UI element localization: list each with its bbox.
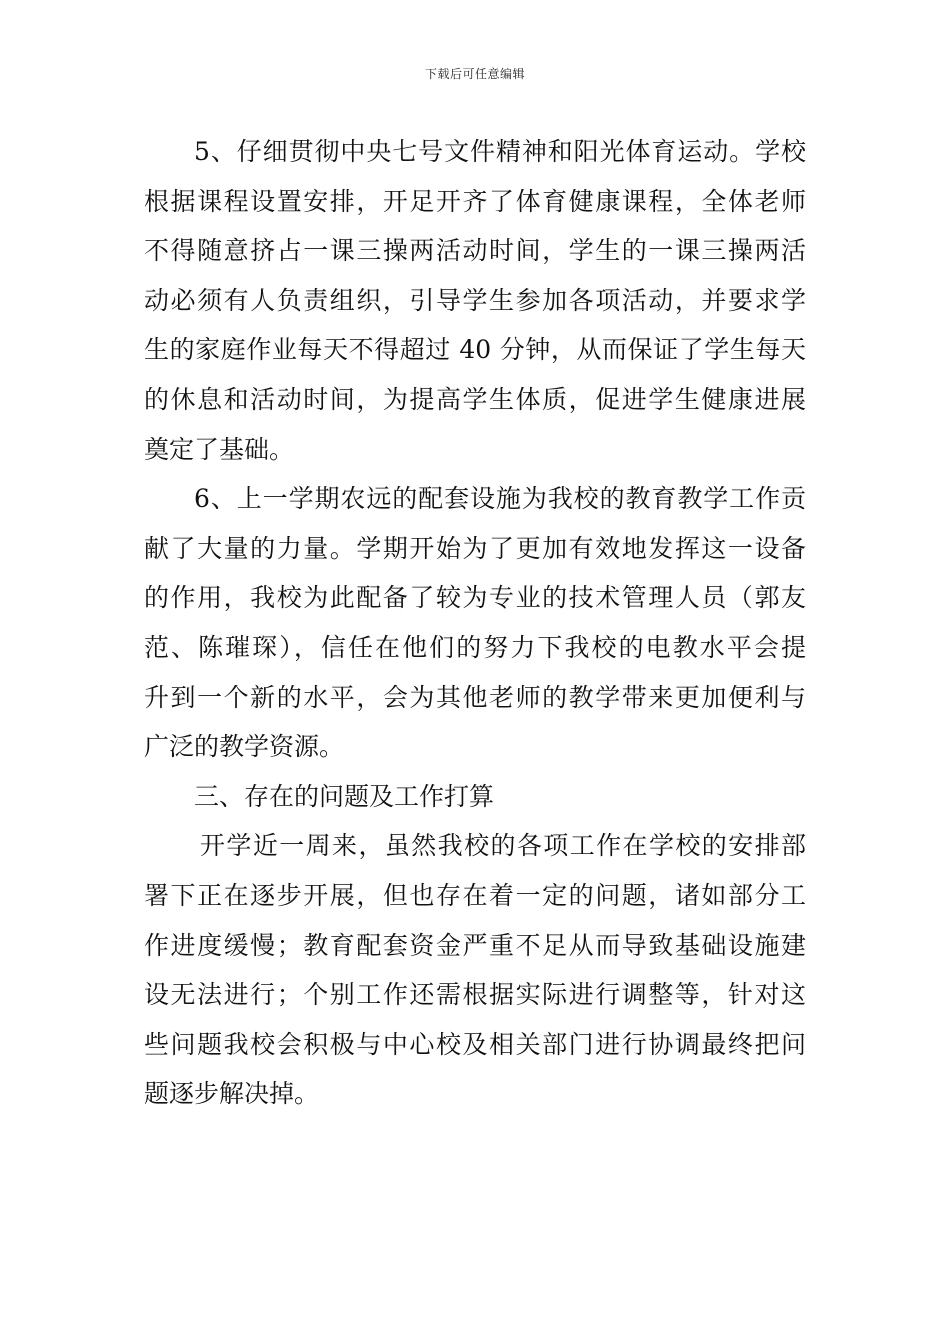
paragraph-1-line-1: 5、仔细贯彻中央七号文件精神和阳光体育运动。学校 (194, 137, 806, 166)
paragraph-2-line-2: 献了大量的力量。学期开始为了更加有效地发挥这一设备 (144, 533, 806, 563)
paragraph-3-line-6: 题逐步解决掉。 (144, 1079, 320, 1109)
paragraph-3-line-1: 开学近一周来，虽然我校的各项工作在学校的安排部 (200, 831, 806, 861)
paragraph-1-line-2: 根据课程设置安排，开足开齐了体育健康课程，全体老师 (144, 186, 806, 216)
paragraph-1-line-5: 生的家庭作业每天不得超过 40 分钟，从而保证了学生每天 (144, 335, 806, 365)
paragraph-2-line-1: 6、上一学期农远的配套设施为我校的教育教学工作贡 (194, 484, 806, 514)
paragraph-3-line-2: 署下正在逐步开展，但也存在着一定的问题，诸如部分工 (144, 880, 806, 910)
paragraph-1-line-7: 奠定了基础。 (144, 434, 295, 464)
paragraph-2-line-3: 的作用，我校为此配备了较为专业的技术管理人员（郭友 (144, 583, 806, 613)
paragraph-1-line-3: 不得随意挤占一课三操两活动时间，学生的一课三操两活 (144, 236, 806, 266)
document-body (144, 127, 806, 1119)
paragraph-3-line-3: 作进度缓慢；教育配套资金严重不足从而导致基础设施建 (144, 930, 806, 960)
section-heading: 三、存在的问题及工作打算 (194, 781, 495, 811)
paragraph-2-line-6: 广泛的教学资源。 (144, 732, 345, 762)
paragraph-2-line-4: 范、陈璀琛），信任在他们的努力下我校的电教水平会提 (144, 632, 806, 662)
paragraph-3-line-5: 些问题我校会积极与中心校及相关部门进行协调最终把问 (144, 1029, 806, 1059)
paragraph-1-line-4: 动必须有人负责组织，引导学生参加各项活动，并要求学 (144, 285, 806, 315)
page-header: 下载后可任意编辑 (424, 67, 525, 81)
paragraph-3-line-4: 设无法进行；个别工作还需根据实际进行调整等，针对这 (144, 980, 806, 1010)
paragraph-1-line-6: 的休息和活动时间，为提高学生体质，促进学生健康进展 (144, 384, 806, 414)
paragraph-2-line-5: 升到一个新的水平，会为其他老师的教学带来更加便利与 (144, 682, 806, 712)
